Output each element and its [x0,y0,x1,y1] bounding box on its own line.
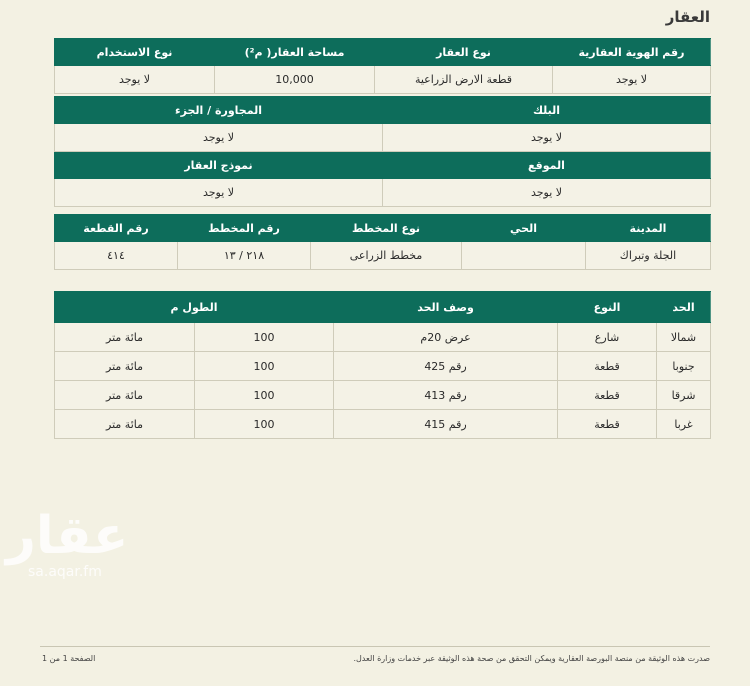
section-title: العقار [665,8,710,26]
boundary-type: قطعة [558,410,657,439]
header-boundary-desc: وصف الحد [334,292,558,323]
table-row [55,323,711,352]
boundary-type: قطعة [558,381,657,410]
footer-note: صدرت هذه الوثيقة من منصة البورصة العقارية ويمكن التحقق من صحة هذه الوثيقة عبر خدمات وزارة العدل. [353,654,710,663]
header-property-model: نموذج العقار [55,152,383,179]
boundaries-table [54,291,711,439]
value-property-type: قطعة الارض الزراعية [375,66,553,94]
header-boundary-type: النوع [558,292,657,323]
boundary-length: 100 [195,381,334,410]
table-row [55,410,711,439]
value-property-area: 10,000 [215,66,375,94]
value-city: الجلة وتبراك [586,242,711,270]
value-neighborhood-part: لا يوجد [55,124,383,152]
boundary-desc: عرض 20م [334,323,558,352]
table-row [55,381,711,410]
header-district: الحي [462,215,586,242]
value-block: لا يوجد [383,124,711,152]
header-city: المدينة [586,215,711,242]
boundary-type: شارع [558,323,657,352]
footer-divider [40,646,710,647]
value-plan-type: مخطط الزراعى [311,242,462,270]
boundary-length-words: مائة متر [55,381,195,410]
property-info-table [54,38,711,94]
value-plan-number: ٢١٨ / ١٣ [178,242,311,270]
value-parcel-number: ٤١٤ [55,242,178,270]
boundary-desc: رقم 415 [334,410,558,439]
boundary-length-words: مائة متر [55,410,195,439]
boundary-length: 100 [195,352,334,381]
header-plan-number: رقم المخطط [178,215,311,242]
boundary-length-words: مائة متر [55,352,195,381]
header-parcel-number: رقم القطعة [55,215,178,242]
boundary-length-words: مائة متر [55,323,195,352]
header-block: البلك [383,97,711,124]
boundary-desc: رقم 413 [334,381,558,410]
aqar-watermark [6,508,128,580]
boundary-side: جنوبا [657,352,711,381]
block-location-table [54,96,711,207]
boundary-length: 100 [195,323,334,352]
value-location: لا يوجد [383,179,711,207]
boundary-length: 100 [195,410,334,439]
boundary-desc: رقم 425 [334,352,558,381]
boundary-side: شرقا [657,381,711,410]
value-usage-type: لا يوجد [55,66,215,94]
header-usage-type: نوع الاستخدام [55,39,215,66]
value-property-id: لا يوجد [553,66,711,94]
header-boundary: الحد [657,292,711,323]
value-district [462,242,586,270]
header-neighborhood-part: المجاورة / الجزء [55,97,383,124]
header-location: الموقع [383,152,711,179]
watermark-logo-text: عقار [6,506,129,566]
header-property-id: رقم الهوية العقارية [553,39,711,66]
boundary-type: قطعة [558,352,657,381]
watermark-url: sa.aqar.fm [28,564,102,580]
table-row [55,352,711,381]
header-plan-type: نوع المخطط [311,215,462,242]
boundary-side: شمالا [657,323,711,352]
header-property-type: نوع العقار [375,39,553,66]
value-property-model: لا يوجد [55,179,383,207]
page-number: الصفحة 1 من 1 [42,654,96,663]
header-property-area: مساحة العقار( م²) [215,39,375,66]
header-boundary-length: الطول م [55,292,334,323]
boundary-side: غربا [657,410,711,439]
plan-info-table [54,214,711,270]
